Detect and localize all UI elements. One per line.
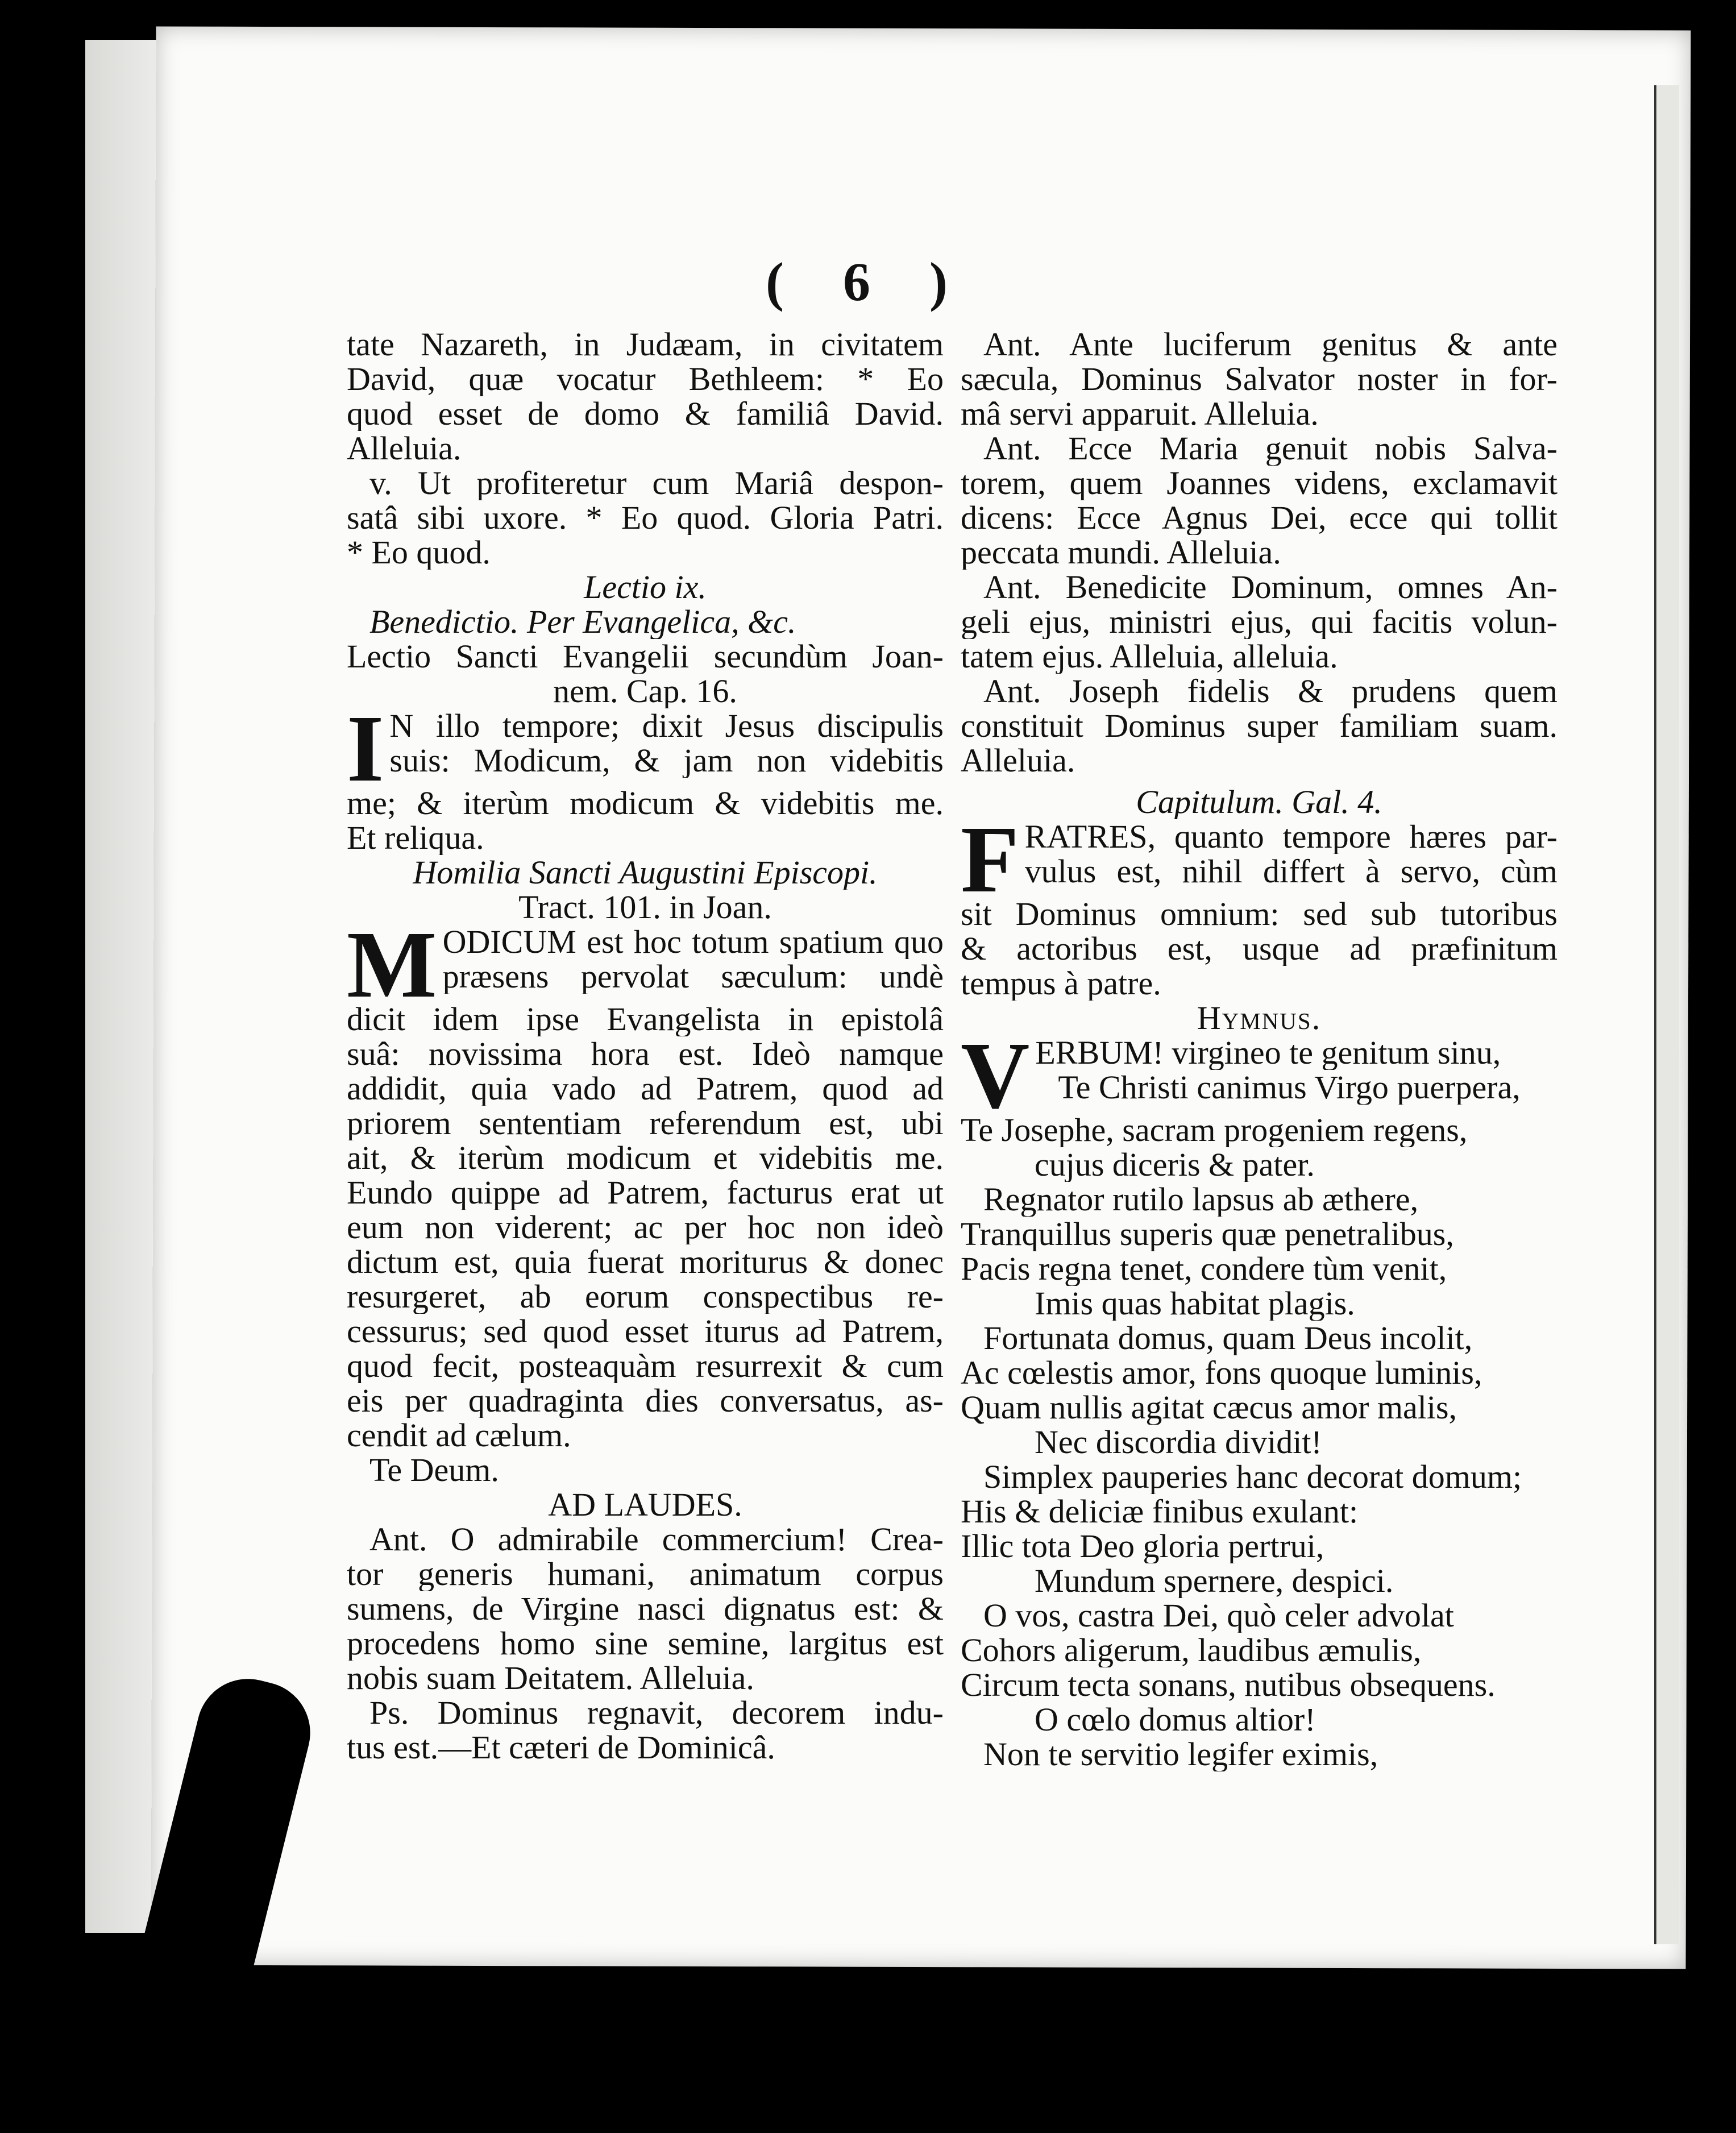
hymn-line: cujus diceris & pater.: [1035, 1147, 1315, 1182]
te-deum-line: Te Deum.: [369, 1453, 499, 1487]
hymn-line: Mundum spernere, despici.: [1035, 1563, 1394, 1598]
hymn-line: Nec discordia dividit!: [1035, 1425, 1322, 1459]
text-line: eis per quadraginta dies conversatus, as-: [347, 1383, 944, 1418]
text-line: cessurus; sed quod esset iturus ad Patrem,: [347, 1314, 944, 1348]
antiphon-line: Ant. Joseph fidelis & prudens quem: [983, 674, 1558, 708]
capitulum-heading: Capitulum. Gal. 4.: [1136, 785, 1382, 819]
drop-cap: V: [961, 1035, 1030, 1113]
text-line: eum non viderent; ac per hoc non ideò: [347, 1210, 944, 1244]
text-line: addidit, quia vado ad Patrem, quod ad: [347, 1071, 944, 1106]
antiphon-line: constituit Dominus super familiam suam.: [961, 708, 1558, 743]
hymn-line: Cohors aligerum, laudibus æmulis,: [961, 1633, 1422, 1667]
right-column: [961, 327, 1558, 1771]
hymn-paragraph: [961, 1035, 1558, 1113]
versicle-line: * Eo quod.: [347, 535, 491, 570]
hymn-heading: Hymnus.: [1197, 1001, 1322, 1035]
text-line: David, quæ vocatur Bethleem: * Eo: [347, 362, 944, 396]
left-column: [347, 327, 944, 1765]
text-line: ait, & iterùm modicum et videbitis me.: [347, 1140, 944, 1175]
hymn-line: Illic tota Deo gloria pertrui,: [961, 1529, 1324, 1563]
hymn-line: Quam nullis agitat cæcus amor malis,: [961, 1390, 1457, 1425]
gospel-paragraph: [347, 708, 944, 786]
homily-paragraph: [347, 924, 944, 1002]
hymn-line: Circum tecta sonans, nutibus obsequens.: [961, 1667, 1496, 1702]
benedictio-line: Benedictio. Per Evangelica, &c.: [369, 604, 796, 639]
hymn-line: His & deliciæ finibus exulant:: [961, 1494, 1359, 1529]
text-line: priorem sententiam referendum est, ubi: [347, 1106, 944, 1140]
drop-cap: F: [961, 819, 1019, 897]
hymn-line: Te Josephe, sacram progeniem regens,: [961, 1113, 1468, 1147]
text-line: suâ: novissima hora est. Ideò namque: [347, 1036, 944, 1071]
hymn-line: Te Christi canimus Virgo puerpera,: [1058, 1070, 1521, 1105]
text-line: resurgeret, ab eorum conspectibus re-: [347, 1279, 944, 1314]
lectio-heading: Lectio ix.: [584, 570, 707, 604]
text-line: sit Dominus omnium: sed sub tutoribus: [961, 897, 1558, 931]
psalm-line: tus est.—Et cæteri de Dominicâ.: [347, 1730, 775, 1765]
hymn-line: Pacis regna tenet, condere tùm venit,: [961, 1251, 1447, 1286]
hymn-line: O cœlo domus altior!: [1035, 1702, 1316, 1737]
hymn-line: ERBUM! virgineo te genitum sinu,: [1035, 1035, 1501, 1070]
hymn-line: Regnator rutilo lapsus ab æthere,: [983, 1182, 1419, 1217]
text-line: præsens pervolat sæculum: undè: [442, 959, 944, 994]
antiphon-line: geli ejus, ministri ejus, qui facitis volun-: [961, 604, 1558, 639]
antiphon-line: tor generis humani, animatum corpus: [347, 1557, 944, 1591]
hymn-line: Imis quas habitat plagis.: [1035, 1286, 1355, 1321]
antiphon-line: Alleluia.: [961, 743, 1075, 778]
versicle-line: satâ sibi uxore. * Eo quod. Gloria Patri.: [347, 500, 944, 535]
hymn-line: Non te servitio legifer eximis,: [983, 1737, 1378, 1771]
laudes-heading: AD LAUDES.: [548, 1487, 742, 1522]
text-line: N illo tempore; dixit Jesus discipulis: [389, 708, 944, 743]
lectio-line: Lectio Sancti Evangelii secundùm Joan-: [347, 639, 944, 674]
antiphon-line: torem, quem Joannes videns, exclamavit: [961, 466, 1558, 500]
text-line: suis: Modicum, & jam non videbitis: [389, 743, 944, 778]
hymn-line: Ac cœlestis amor, fons quoque luminis,: [961, 1355, 1482, 1390]
psalm-line: Ps. Dominus regnavit, decorem indu-: [369, 1695, 944, 1730]
text-line: dicit idem ipse Evangelista in epistolâ: [347, 1002, 944, 1036]
antiphon-line: Ant. O admirabile commercium! Crea-: [369, 1522, 944, 1557]
antiphon-line: sæcula, Dominus Salvator noster in for-: [961, 362, 1558, 396]
antiphon-line: peccata mundi. Alleluia.: [961, 535, 1281, 570]
hymn-line: Fortunata domus, quam Deus incolit,: [983, 1321, 1473, 1355]
text-line: vulus est, nihil differt à servo, cùm: [1024, 854, 1558, 889]
antiphon-line: dicens: Ecce Agnus Dei, ecce qui tollit: [961, 500, 1558, 535]
drop-cap: I: [347, 708, 384, 786]
text-line: quod fecit, posteaquàm resurrexit & cum: [347, 1348, 944, 1383]
versicle-line: v. Ut profiteretur cum Mariâ despon-: [369, 466, 944, 500]
antiphon-line: tatem ejus. Alleluia, alleluia.: [961, 639, 1338, 674]
antiphon-line: mâ servi apparuit. Alleluia.: [961, 396, 1319, 431]
capitulum-paragraph: [961, 819, 1558, 897]
hymn-line: Simplex pauperies hanc decorat domum;: [983, 1459, 1522, 1494]
text-line: tate Nazareth, in Judæam, in civitatem: [347, 327, 944, 362]
text-line: me; & iterùm modicum & videbitis me.: [347, 786, 944, 820]
page-number: ( 6 ): [766, 251, 970, 312]
text-line: tempus à patre.: [961, 966, 1161, 1001]
hymn-line: Tranquillus superis quæ penetralibus,: [961, 1217, 1454, 1251]
text-line: dictum est, quia fuerat moriturus & donec: [347, 1244, 944, 1279]
antiphon-line: Ant. Ante luciferum genitus & ante: [983, 327, 1558, 362]
text-line: RATRES, quanto tempore hæres par-: [1024, 819, 1558, 854]
text-line: Et reliqua.: [347, 820, 484, 855]
antiphon-line: procedens homo sine semine, largitus est: [347, 1626, 944, 1661]
tract-heading: Tract. 101. in Joan.: [518, 890, 772, 924]
hymn-line: O vos, castra Dei, quò celer advolat: [983, 1598, 1454, 1633]
homilia-heading: Homilia Sancti Augustini Episcopi.: [413, 855, 878, 890]
text-line: quod esset de domo & familiâ David.: [347, 396, 944, 431]
antiphon-line: Ant. Benedicite Dominum, omnes An-: [983, 570, 1558, 604]
drop-cap: M: [347, 924, 437, 1002]
antiphon-line: nobis suam Deitatem. Alleluia.: [347, 1661, 754, 1695]
text-line: Eundo quippe ad Patrem, facturus erat ut: [347, 1175, 944, 1210]
antiphon-line: sumens, de Virgine nasci dignatus est: &: [347, 1591, 944, 1626]
text-line: ODICUM est hoc totum spatium quo: [442, 924, 944, 959]
antiphon-line: Ant. Ecce Maria genuit nobis Salva-: [983, 431, 1558, 466]
text-line: cendit ad cælum.: [347, 1418, 571, 1453]
lectio-line: nem. Cap. 16.: [553, 674, 737, 708]
page-edge-right: [1654, 85, 1679, 1944]
text-line: & actoribus est, usque ad præfinitum: [961, 931, 1558, 966]
text-line: Alleluia.: [347, 431, 462, 466]
